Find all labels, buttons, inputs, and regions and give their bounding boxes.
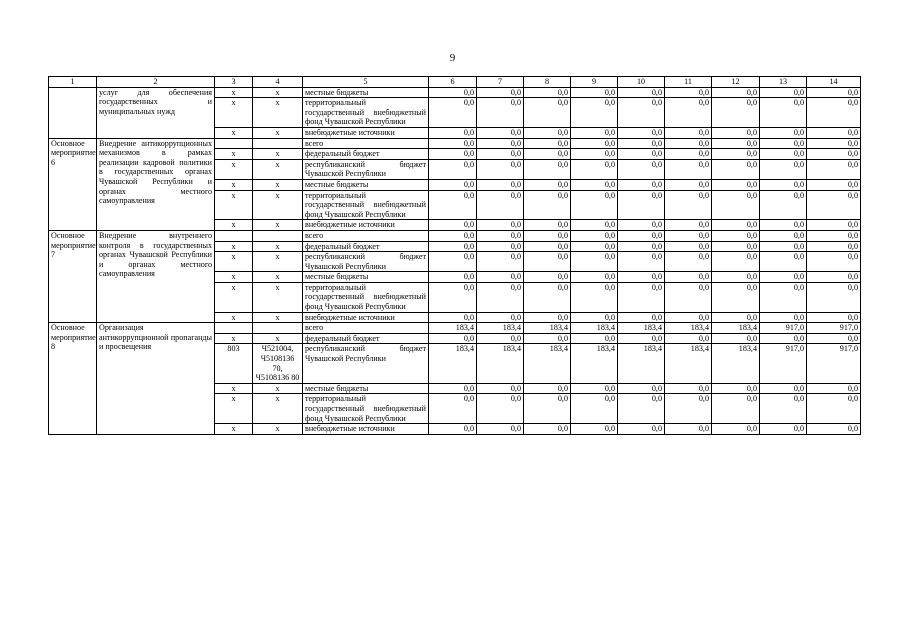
value-cell: 0,0 [429, 312, 477, 323]
value-cell: 0,0 [571, 252, 618, 272]
column-number-cell: 2 [97, 77, 215, 88]
value-cell: 0,0 [807, 394, 861, 424]
column-number-cell: 5 [303, 77, 429, 88]
funding-source-cell: местные бюджеты [303, 272, 429, 283]
column-number-cell: 3 [215, 77, 253, 88]
target-article-cell: x [253, 159, 303, 179]
value-cell: 0,0 [760, 87, 807, 98]
funding-source-cell: всего [303, 230, 429, 241]
value-cell: 0,0 [618, 220, 665, 231]
value-cell: 0,0 [571, 383, 618, 394]
value-cell: 0,0 [665, 252, 712, 272]
grbs-cell: 803 [215, 344, 253, 383]
table-row [49, 138, 861, 149]
value-cell: 0,0 [665, 312, 712, 323]
target-article-cell: x [253, 127, 303, 138]
value-cell: 0,0 [477, 252, 524, 272]
column-number-cell: 8 [524, 77, 571, 88]
value-cell: 0,0 [665, 138, 712, 149]
value-cell: 0,0 [618, 159, 665, 179]
value-cell: 0,0 [760, 127, 807, 138]
target-article-cell [253, 323, 303, 334]
value-cell: 0,0 [618, 252, 665, 272]
value-cell: 0,0 [429, 149, 477, 160]
value-cell: 0,0 [571, 394, 618, 424]
value-cell: 0,0 [477, 383, 524, 394]
value-cell: 0,0 [571, 190, 618, 220]
grbs-cell: x [215, 272, 253, 283]
value-cell: 0,0 [712, 272, 760, 283]
value-cell: 0,0 [665, 230, 712, 241]
value-cell: 0,0 [429, 282, 477, 312]
value-cell: 0,0 [477, 333, 524, 344]
value-cell: 0,0 [524, 220, 571, 231]
grbs-cell: x [215, 333, 253, 344]
column-number-cell: 13 [760, 77, 807, 88]
value-cell: 0,0 [665, 383, 712, 394]
funding-source-cell: федеральный бюджет [303, 149, 429, 160]
value-cell: 0,0 [807, 312, 861, 323]
value-cell: 0,0 [524, 282, 571, 312]
value-cell: 0,0 [524, 333, 571, 344]
target-article-cell: x [253, 98, 303, 128]
column-number-cell: 4 [253, 77, 303, 88]
value-cell: 0,0 [429, 159, 477, 179]
value-cell: 0,0 [571, 87, 618, 98]
activity-code-cell: Основное мероприятие 6 [49, 138, 97, 230]
value-cell: 0,0 [807, 230, 861, 241]
target-article-cell [253, 230, 303, 241]
value-cell: 0,0 [524, 272, 571, 283]
value-cell: 0,0 [760, 220, 807, 231]
funding-source-cell: республиканский бюджет Чувашской Республики [303, 252, 429, 272]
value-cell: 0,0 [477, 220, 524, 231]
value-cell: 0,0 [665, 282, 712, 312]
column-number-cell: 12 [712, 77, 760, 88]
value-cell: 0,0 [524, 87, 571, 98]
value-cell: 183,4 [618, 323, 665, 334]
value-cell: 917,0 [807, 323, 861, 334]
value-cell: 0,0 [712, 424, 760, 435]
value-cell: 0,0 [524, 230, 571, 241]
target-article-cell: x [253, 252, 303, 272]
value-cell: 0,0 [807, 272, 861, 283]
value-cell: 0,0 [571, 149, 618, 160]
grbs-cell: x [215, 241, 253, 252]
value-cell: 0,0 [429, 220, 477, 231]
target-article-cell: x [253, 190, 303, 220]
value-cell: 0,0 [712, 138, 760, 149]
value-cell: 0,0 [571, 333, 618, 344]
value-cell: 0,0 [524, 383, 571, 394]
value-cell: 0,0 [760, 394, 807, 424]
value-cell: 0,0 [477, 312, 524, 323]
value-cell: 0,0 [477, 230, 524, 241]
value-cell: 0,0 [712, 190, 760, 220]
value-cell: 183,4 [665, 323, 712, 334]
value-cell: 0,0 [524, 149, 571, 160]
value-cell: 0,0 [807, 220, 861, 231]
value-cell: 0,0 [712, 127, 760, 138]
target-article-cell: x [253, 424, 303, 435]
value-cell: 0,0 [618, 394, 665, 424]
funding-source-cell: территориальный государственный внебюджетный фонд Чувашской Республики [303, 394, 429, 424]
target-article-cell [253, 138, 303, 149]
value-cell: 0,0 [665, 220, 712, 231]
grbs-cell: x [215, 159, 253, 179]
value-cell: 0,0 [524, 159, 571, 179]
column-number-cell: 6 [429, 77, 477, 88]
grbs-cell: x [215, 220, 253, 231]
value-cell: 0,0 [477, 159, 524, 179]
value-cell: 0,0 [712, 98, 760, 128]
value-cell: 0,0 [524, 179, 571, 190]
value-cell: 917,0 [760, 323, 807, 334]
value-cell: 0,0 [477, 138, 524, 149]
value-cell: 0,0 [807, 333, 861, 344]
value-cell: 0,0 [571, 241, 618, 252]
value-cell: 0,0 [760, 190, 807, 220]
value-cell: 0,0 [429, 87, 477, 98]
grbs-cell: x [215, 312, 253, 323]
column-number-cell: 9 [571, 77, 618, 88]
grbs-cell: x [215, 98, 253, 128]
value-cell: 0,0 [571, 312, 618, 323]
target-article-cell: x [253, 383, 303, 394]
funding-source-cell: всего [303, 138, 429, 149]
value-cell: 0,0 [665, 394, 712, 424]
value-cell: 0,0 [524, 394, 571, 424]
value-cell: 0,0 [618, 87, 665, 98]
value-cell: 0,0 [571, 230, 618, 241]
value-cell: 0,0 [712, 159, 760, 179]
value-cell: 0,0 [665, 149, 712, 160]
value-cell: 0,0 [807, 424, 861, 435]
value-cell: 0,0 [477, 98, 524, 128]
funding-source-cell: федеральный бюджет [303, 241, 429, 252]
value-cell: 0,0 [477, 272, 524, 283]
value-cell: 0,0 [618, 230, 665, 241]
value-cell: 0,0 [760, 241, 807, 252]
activity-name-cell: услуг для обеспечения государственных и муниципальных нужд [97, 87, 215, 138]
target-article-cell: x [253, 282, 303, 312]
value-cell: 0,0 [618, 383, 665, 394]
value-cell: 0,0 [760, 159, 807, 179]
value-cell: 0,0 [665, 272, 712, 283]
value-cell: 0,0 [807, 282, 861, 312]
value-cell: 183,4 [524, 344, 571, 383]
value-cell: 0,0 [429, 424, 477, 435]
grbs-cell: x [215, 383, 253, 394]
table-row [49, 323, 861, 334]
value-cell: 0,0 [807, 179, 861, 190]
value-cell: 0,0 [760, 138, 807, 149]
value-cell: 0,0 [477, 149, 524, 160]
value-cell: 0,0 [571, 272, 618, 283]
value-cell: 0,0 [712, 230, 760, 241]
value-cell: 0,0 [571, 127, 618, 138]
grbs-cell: x [215, 282, 253, 312]
grbs-cell [215, 230, 253, 241]
value-cell: 0,0 [524, 252, 571, 272]
value-cell: 0,0 [429, 333, 477, 344]
value-cell: 0,0 [477, 282, 524, 312]
funding-source-cell: территориальный государственный внебюджетный фонд Чувашской Республики [303, 98, 429, 128]
value-cell: 0,0 [429, 383, 477, 394]
grbs-cell: x [215, 179, 253, 190]
activity-name-cell: Внедрение антикоррупционных механизмов в рамках реализации кадровой политики в государственных органах Чувашской Республики и органах местного самоуправления [97, 138, 215, 230]
value-cell: 0,0 [477, 241, 524, 252]
value-cell: 0,0 [524, 127, 571, 138]
value-cell: 0,0 [760, 252, 807, 272]
value-cell: 0,0 [807, 383, 861, 394]
value-cell: 0,0 [477, 424, 524, 435]
target-article-cell: x [253, 333, 303, 344]
value-cell: 0,0 [665, 159, 712, 179]
activity-code-cell [49, 87, 97, 138]
value-cell: 0,0 [477, 87, 524, 98]
value-cell: 0,0 [477, 127, 524, 138]
page-number: 9 [449, 52, 456, 64]
value-cell: 0,0 [429, 138, 477, 149]
value-cell: 0,0 [618, 333, 665, 344]
value-cell: 0,0 [712, 394, 760, 424]
target-article-cell: x [253, 272, 303, 283]
funding-source-cell: всего [303, 323, 429, 334]
column-number-cell: 10 [618, 77, 665, 88]
value-cell: 917,0 [760, 344, 807, 383]
value-cell: 0,0 [429, 241, 477, 252]
value-cell: 0,0 [618, 179, 665, 190]
target-article-cell: x [253, 394, 303, 424]
value-cell: 0,0 [618, 424, 665, 435]
funding-source-cell: внебюджетные источники [303, 424, 429, 435]
value-cell: 0,0 [807, 138, 861, 149]
value-cell: 0,0 [524, 241, 571, 252]
value-cell: 0,0 [712, 282, 760, 312]
value-cell: 0,0 [429, 190, 477, 220]
value-cell: 0,0 [712, 252, 760, 272]
value-cell: 0,0 [807, 87, 861, 98]
value-cell: 917,0 [807, 344, 861, 383]
value-cell: 0,0 [760, 272, 807, 283]
value-cell: 0,0 [807, 252, 861, 272]
activity-code-cell: Основное мероприятие 8 [49, 323, 97, 435]
value-cell: 0,0 [429, 230, 477, 241]
value-cell: 183,4 [571, 344, 618, 383]
value-cell: 0,0 [571, 159, 618, 179]
activity-name-cell: Организация антикоррупционной пропаганды и просвещения [97, 323, 215, 435]
column-number-cell: 11 [665, 77, 712, 88]
value-cell: 183,4 [477, 344, 524, 383]
value-cell: 0,0 [524, 98, 571, 128]
value-cell: 0,0 [665, 241, 712, 252]
value-cell: 0,0 [760, 179, 807, 190]
funding-source-cell: территориальный государственный внебюджетный фонд Чувашской Республики [303, 190, 429, 220]
value-cell: 0,0 [618, 241, 665, 252]
value-cell: 0,0 [429, 179, 477, 190]
grbs-cell: x [215, 190, 253, 220]
funding-source-cell: местные бюджеты [303, 179, 429, 190]
value-cell: 0,0 [571, 98, 618, 128]
funding-source-cell: внебюджетные источники [303, 312, 429, 323]
value-cell: 0,0 [665, 190, 712, 220]
value-cell: 0,0 [429, 252, 477, 272]
value-cell: 0,0 [760, 383, 807, 394]
financing-table [48, 76, 861, 435]
grbs-cell: x [215, 252, 253, 272]
target-article-cell: x [253, 149, 303, 160]
value-cell: 0,0 [524, 424, 571, 435]
value-cell: 0,0 [477, 179, 524, 190]
funding-source-cell: местные бюджеты [303, 383, 429, 394]
value-cell: 0,0 [571, 138, 618, 149]
value-cell: 0,0 [524, 312, 571, 323]
value-cell: 0,0 [665, 333, 712, 344]
value-cell: 0,0 [760, 98, 807, 128]
value-cell: 0,0 [571, 179, 618, 190]
grbs-cell [215, 323, 253, 334]
value-cell: 0,0 [429, 394, 477, 424]
funding-source-cell: местные бюджеты [303, 87, 429, 98]
value-cell: 0,0 [665, 98, 712, 128]
value-cell: 0,0 [571, 424, 618, 435]
grbs-cell [215, 138, 253, 149]
value-cell: 0,0 [807, 190, 861, 220]
grbs-cell: x [215, 127, 253, 138]
value-cell: 183,4 [712, 344, 760, 383]
value-cell: 183,4 [618, 344, 665, 383]
value-cell: 0,0 [524, 190, 571, 220]
value-cell: 0,0 [760, 424, 807, 435]
funding-source-cell: федеральный бюджет [303, 333, 429, 344]
value-cell: 0,0 [760, 282, 807, 312]
value-cell: 0,0 [618, 272, 665, 283]
grbs-cell: x [215, 394, 253, 424]
value-cell: 0,0 [712, 149, 760, 160]
funding-source-cell: территориальный государственный внебюджетный фонд Чувашской Республики [303, 282, 429, 312]
value-cell: 0,0 [665, 179, 712, 190]
value-cell: 0,0 [618, 98, 665, 128]
value-cell: 0,0 [477, 394, 524, 424]
value-cell: 0,0 [618, 282, 665, 312]
value-cell: 0,0 [807, 159, 861, 179]
column-number-cell: 1 [49, 77, 97, 88]
grbs-cell: x [215, 424, 253, 435]
target-article-cell: x [253, 87, 303, 98]
target-article-cell: x [253, 179, 303, 190]
value-cell: 0,0 [618, 312, 665, 323]
target-article-cell: x [253, 220, 303, 231]
value-cell: 0,0 [429, 127, 477, 138]
value-cell: 0,0 [712, 179, 760, 190]
grbs-cell: x [215, 149, 253, 160]
value-cell: 0,0 [760, 230, 807, 241]
target-article-cell: x [253, 312, 303, 323]
table-row [49, 230, 861, 241]
value-cell: 0,0 [429, 272, 477, 283]
activity-code-cell: Основное мероприятие 7 [49, 230, 97, 322]
funding-source-cell: республиканский бюджет Чувашской Республики [303, 159, 429, 179]
funding-source-cell: республиканский бюджет Чувашской Республики [303, 344, 429, 383]
activity-name-cell: Внедрение внутреннего контроля в государственных органах Чувашской Республики и органах местного самоуправления [97, 230, 215, 322]
value-cell: 0,0 [665, 127, 712, 138]
value-cell: 0,0 [524, 138, 571, 149]
target-article-cell: Ч521004, Ч5108136 70, Ч5108136 80 [253, 344, 303, 383]
value-cell: 0,0 [618, 127, 665, 138]
value-cell: 0,0 [760, 333, 807, 344]
value-cell: 0,0 [807, 149, 861, 160]
value-cell: 0,0 [571, 282, 618, 312]
value-cell: 0,0 [712, 383, 760, 394]
value-cell: 0,0 [807, 127, 861, 138]
value-cell: 183,4 [429, 323, 477, 334]
value-cell: 0,0 [665, 87, 712, 98]
value-cell: 0,0 [760, 312, 807, 323]
funding-source-cell: внебюджетные источники [303, 220, 429, 231]
value-cell: 183,4 [571, 323, 618, 334]
target-article-cell: x [253, 241, 303, 252]
value-cell: 0,0 [712, 312, 760, 323]
grbs-cell: x [215, 87, 253, 98]
table-row [49, 87, 861, 98]
value-cell: 0,0 [618, 138, 665, 149]
header-row [49, 77, 861, 88]
value-cell: 0,0 [618, 190, 665, 220]
value-cell: 0,0 [712, 241, 760, 252]
value-cell: 183,4 [712, 323, 760, 334]
value-cell: 0,0 [477, 190, 524, 220]
value-cell: 0,0 [807, 241, 861, 252]
value-cell: 183,4 [429, 344, 477, 383]
value-cell: 183,4 [524, 323, 571, 334]
value-cell: 0,0 [712, 87, 760, 98]
column-number-cell: 7 [477, 77, 524, 88]
value-cell: 0,0 [807, 98, 861, 128]
funding-source-cell: внебюджетные источники [303, 127, 429, 138]
value-cell: 0,0 [760, 149, 807, 160]
column-number-cell: 14 [807, 77, 861, 88]
value-cell: 0,0 [712, 333, 760, 344]
value-cell: 183,4 [665, 344, 712, 383]
value-cell: 0,0 [712, 220, 760, 231]
value-cell: 0,0 [618, 149, 665, 160]
value-cell: 0,0 [571, 220, 618, 231]
value-cell: 0,0 [429, 98, 477, 128]
value-cell: 0,0 [665, 424, 712, 435]
value-cell: 183,4 [477, 323, 524, 334]
